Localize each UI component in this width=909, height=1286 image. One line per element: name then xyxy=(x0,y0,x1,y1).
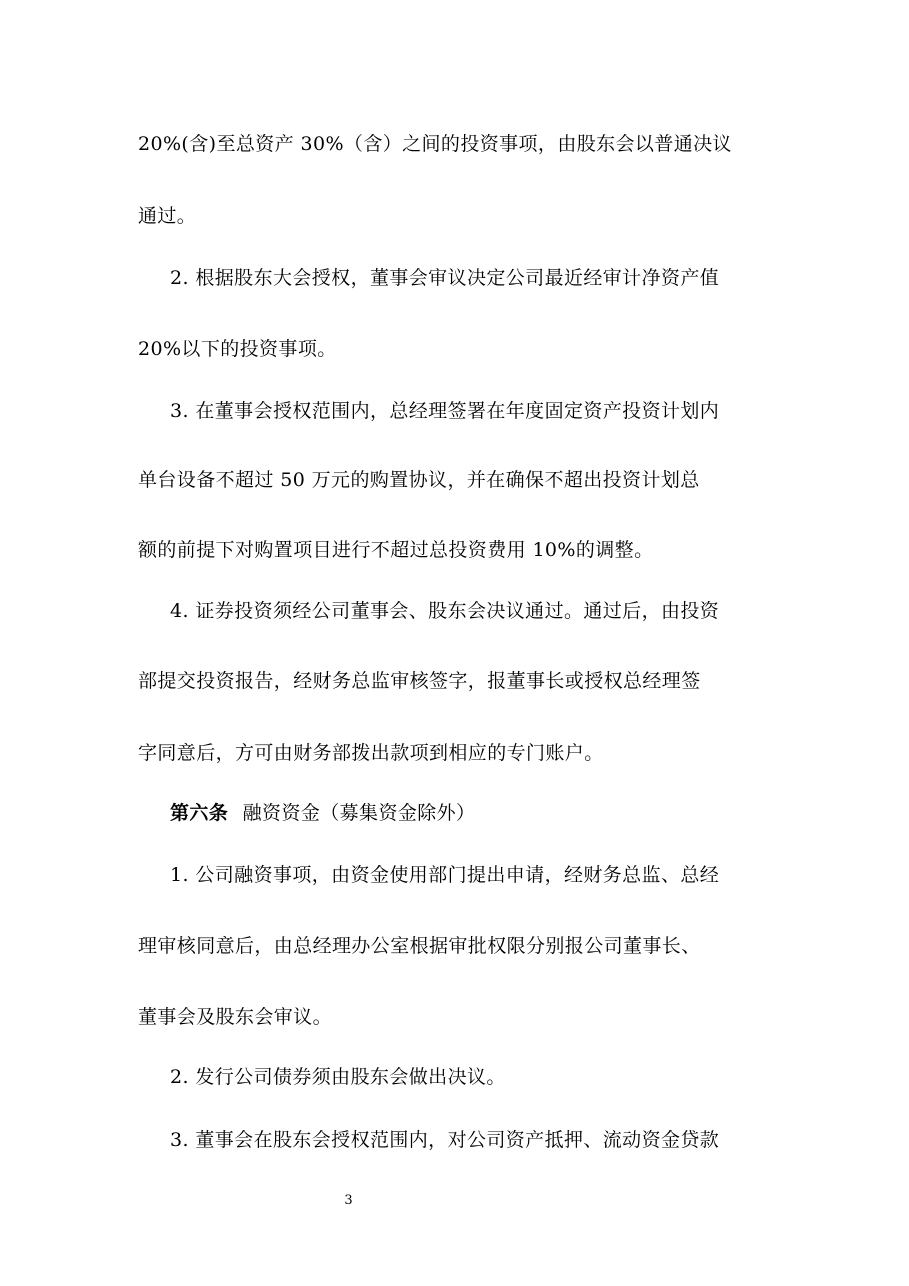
page-number xyxy=(0,1193,909,1209)
article-number: 第六条 xyxy=(170,802,229,824)
paragraph-line: 董事会及股东会审议。 xyxy=(138,1006,333,1028)
paragraph-line: 2. 根据股东大会授权，董事会审议决定公司最近经审计净资产值 xyxy=(170,267,720,289)
paragraph-line: 部提交投资报告，经财务总监审核签字，报董事长或授权总经理签 xyxy=(138,670,701,692)
paragraph-line: 通过。 xyxy=(138,205,197,227)
paragraph-line: 理审核同意后，由总经理办公室根据审批权限分别报公司董事长、 xyxy=(138,935,701,957)
paragraph-line: 3. 在董事会授权范围内，总经理签署在年度固定资产投资计划内 xyxy=(170,400,720,422)
paragraph-line: 单台设备不超过 50 万元的购置协议，并在确保不超出投资计划总 xyxy=(138,469,700,491)
paragraph-line: 20%(含)至总资产 30%（含）之间的投资事项，由股东会以普通决议 xyxy=(138,133,732,155)
paragraph-line: 2. 发行公司债券须由股东会做出决议。 xyxy=(170,1066,506,1088)
paragraph-line: 1. 公司融资事项，由资金使用部门提出申请，经财务总监、总经 xyxy=(170,864,720,886)
paragraph-line: 字同意后，方可由财务部拨出款项到相应的专门账户。 xyxy=(138,742,604,764)
article-heading xyxy=(170,800,475,826)
paragraph-line: 3. 董事会在股东会授权范围内，对公司资产抵押、流动资金贷款 xyxy=(170,1129,720,1151)
page-number-text: 3 xyxy=(344,1193,353,1208)
article-title: 融资资金（募集资金除外） xyxy=(242,802,476,824)
paragraph-line: 额的前提下对购置项目进行不超过总投资费用 10%的调整。 xyxy=(138,539,654,561)
paragraph-line: 20%以下的投资事项。 xyxy=(138,338,337,360)
paragraph-line: 4. 证券投资须经公司董事会、股东会决议通过。通过后，由投资 xyxy=(170,600,720,622)
